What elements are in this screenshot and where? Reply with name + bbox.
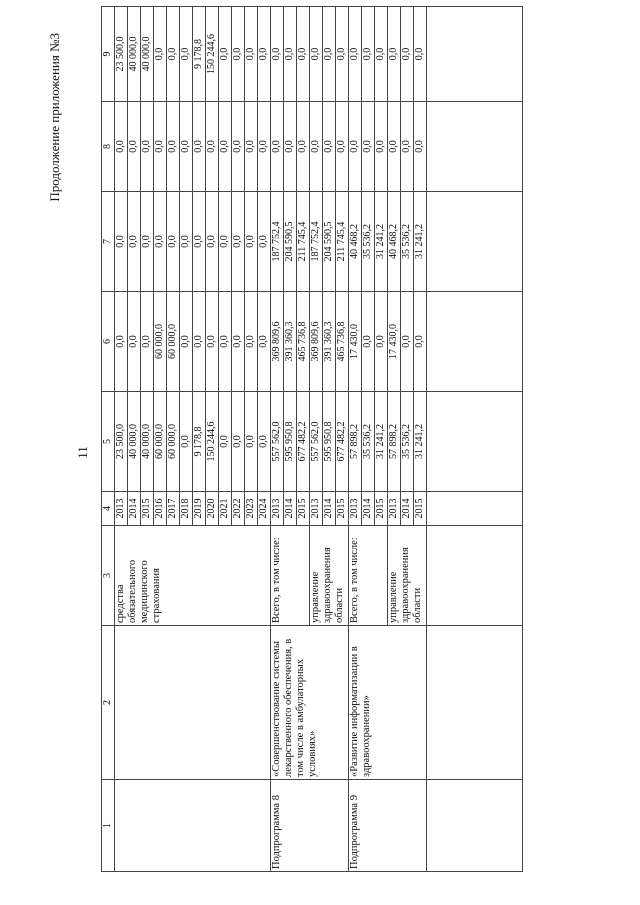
header-cell: 3 — [102, 526, 115, 626]
value-cell: 0,0 — [167, 102, 180, 192]
value-cell: 0,0 — [167, 192, 180, 292]
value-cell: 31 241,2 — [414, 192, 427, 292]
value-cell: 0,0 — [219, 192, 232, 292]
value-cell: 0,0 — [206, 102, 219, 192]
value-cell: 211 745,4 — [297, 192, 310, 292]
value-cell: 0,0 — [206, 292, 219, 392]
value-cell: 23 500,0 — [115, 7, 128, 102]
value-cell: 557 562,0 — [310, 392, 323, 492]
value-cell: 0,0 — [115, 292, 128, 392]
subprogram-name-cell: «Развитие информатизации в здравоохранении» — [349, 626, 427, 780]
value-cell: 369 809,6 — [310, 292, 323, 392]
value-cell: 0,0 — [349, 102, 362, 192]
year-cell: 2013 — [349, 492, 362, 526]
header-cell: 1 — [102, 780, 115, 872]
program-name-cell — [115, 626, 271, 780]
value-cell: 31 241,2 — [375, 392, 388, 492]
header-row — [102, 7, 115, 872]
year-cell: 2014 — [323, 492, 336, 526]
program-code-cell — [115, 780, 271, 872]
value-cell: 204 590,5 — [284, 192, 297, 292]
year-cell: 2017 — [167, 492, 180, 526]
value-cell: 0,0 — [297, 7, 310, 102]
header-cell: 7 — [102, 192, 115, 292]
value-cell: 0,0 — [310, 102, 323, 192]
header-cell: 6 — [102, 292, 115, 392]
value-cell: 35 536,2 — [362, 392, 375, 492]
value-cell: 31 241,2 — [375, 192, 388, 292]
value-cell: 0,0 — [193, 292, 206, 392]
funding-source-cell: средства обязательного медицинского страхования — [115, 526, 271, 626]
value-cell: 0,0 — [362, 292, 375, 392]
value-cell: 0,0 — [271, 7, 284, 102]
value-cell: 60 000,0 — [167, 392, 180, 492]
value-cell: 57 898,2 — [388, 392, 401, 492]
subprogram-name-cell: «Совершенствование системы лекарственного обеспечения, в том числе в амбулаторных условиях» — [271, 626, 349, 780]
value-cell: 0,0 — [219, 392, 232, 492]
total-label-cell: Всего, в том числе: — [271, 526, 310, 626]
value-cell: 0,0 — [310, 7, 323, 102]
value-cell: 0,0 — [245, 7, 258, 102]
year-cell: 2020 — [206, 492, 219, 526]
year-cell: 2022 — [232, 492, 245, 526]
value-cell: 557 562,0 — [271, 392, 284, 492]
value-cell: 0,0 — [128, 192, 141, 292]
value-cell: 40 468,2 — [388, 192, 401, 292]
value-cell: 465 736,8 — [297, 292, 310, 392]
value-cell: 0,0 — [141, 102, 154, 192]
subprogram-code-cell: Подпрограмма 8 — [271, 780, 349, 872]
value-cell: 0,0 — [414, 292, 427, 392]
value-cell: 40 000,0 — [141, 7, 154, 102]
value-cell: 60 000,0 — [154, 292, 167, 392]
value-cell: 0,0 — [245, 292, 258, 392]
year-cell: 2014 — [284, 492, 297, 526]
table-row — [271, 7, 284, 872]
value-cell: 0,0 — [180, 292, 193, 392]
value-cell: 9 178,8 — [193, 392, 206, 492]
value-cell: 0,0 — [414, 7, 427, 102]
value-cell: 677 482,2 — [297, 392, 310, 492]
value-cell: 0,0 — [284, 7, 297, 102]
value-cell: 0,0 — [232, 292, 245, 392]
value-cell: 0,0 — [323, 7, 336, 102]
year-cell: 2015 — [297, 492, 310, 526]
page-number: 11 — [75, 446, 90, 459]
year-cell: 2013 — [115, 492, 128, 526]
value-cell: 0,0 — [349, 7, 362, 102]
value-cell: 0,0 — [245, 102, 258, 192]
department-label-cell: управление здравоохранения области — [388, 526, 427, 626]
empty-cell — [427, 102, 523, 192]
value-cell: 391 360,3 — [284, 292, 297, 392]
value-cell: 0,0 — [336, 102, 349, 192]
value-cell: 0,0 — [180, 392, 193, 492]
table-body — [102, 7, 523, 872]
value-cell: 0,0 — [193, 102, 206, 192]
value-cell: 40 000,0 — [128, 392, 141, 492]
value-cell: 35 536,2 — [362, 192, 375, 292]
value-cell: 0,0 — [219, 7, 232, 102]
value-cell: 0,0 — [128, 102, 141, 192]
table-row — [349, 7, 362, 872]
value-cell: 0,0 — [141, 192, 154, 292]
value-cell: 0,0 — [258, 7, 271, 102]
value-cell: 0,0 — [219, 102, 232, 192]
value-cell: 0,0 — [401, 7, 414, 102]
value-cell: 0,0 — [206, 192, 219, 292]
header-cell: 9 — [102, 7, 115, 102]
empty-cell — [427, 392, 523, 492]
year-cell: 2021 — [219, 492, 232, 526]
value-cell: 0,0 — [258, 102, 271, 192]
funding-table — [101, 6, 523, 872]
value-cell: 211 745,4 — [336, 192, 349, 292]
value-cell: 150 244,6 — [206, 392, 219, 492]
year-cell: 2019 — [193, 492, 206, 526]
value-cell: 0,0 — [128, 292, 141, 392]
value-cell: 60 000,0 — [154, 392, 167, 492]
value-cell: 0,0 — [258, 192, 271, 292]
header-cell: 8 — [102, 102, 115, 192]
value-cell: 677 482,2 — [336, 392, 349, 492]
year-cell: 2014 — [362, 492, 375, 526]
year-cell: 2015 — [336, 492, 349, 526]
value-cell: 187 752,4 — [310, 192, 323, 292]
value-cell: 0,0 — [336, 7, 349, 102]
value-cell: 40 468,2 — [349, 192, 362, 292]
value-cell: 595 950,8 — [284, 392, 297, 492]
table-row — [427, 7, 523, 872]
appendix-caption: Продолжение приложения №3 — [47, 33, 62, 202]
year-cell: 2018 — [180, 492, 193, 526]
value-cell: 0,0 — [401, 292, 414, 392]
value-cell: 0,0 — [180, 192, 193, 292]
value-cell: 35 536,2 — [401, 192, 414, 292]
year-cell: 2016 — [154, 492, 167, 526]
empty-cell — [427, 492, 523, 526]
value-cell: 0,0 — [154, 102, 167, 192]
value-cell: 0,0 — [414, 102, 427, 192]
total-label-cell: Всего, в том числе: — [349, 526, 388, 626]
value-cell: 31 241,2 — [414, 392, 427, 492]
header-cell: 4 — [102, 492, 115, 526]
value-cell: 9 178,8 — [193, 7, 206, 102]
value-cell: 0,0 — [141, 292, 154, 392]
value-cell: 465 736,8 — [336, 292, 349, 392]
value-cell: 0,0 — [154, 7, 167, 102]
value-cell: 0,0 — [232, 192, 245, 292]
year-cell: 2015 — [375, 492, 388, 526]
value-cell: 0,0 — [180, 7, 193, 102]
year-cell: 2014 — [401, 492, 414, 526]
value-cell: 204 590,5 — [323, 192, 336, 292]
value-cell: 0,0 — [362, 7, 375, 102]
empty-cell — [427, 526, 523, 626]
value-cell: 391 360,3 — [323, 292, 336, 392]
value-cell: 35 536,2 — [401, 392, 414, 492]
value-cell: 0,0 — [375, 102, 388, 192]
value-cell: 0,0 — [219, 292, 232, 392]
header-cell: 2 — [102, 626, 115, 780]
value-cell: 150 244,6 — [206, 7, 219, 102]
subprogram-code-cell: Подпрограмма 9 — [349, 780, 427, 872]
value-cell: 0,0 — [154, 192, 167, 292]
value-cell: 0,0 — [388, 102, 401, 192]
value-cell: 187 752,4 — [271, 192, 284, 292]
value-cell: 0,0 — [401, 102, 414, 192]
value-cell: 0,0 — [180, 102, 193, 192]
year-cell: 2013 — [271, 492, 284, 526]
year-cell: 2015 — [414, 492, 427, 526]
table-row — [115, 7, 128, 872]
year-cell: 2024 — [258, 492, 271, 526]
value-cell: 17 430,0 — [349, 292, 362, 392]
value-cell: 0,0 — [375, 7, 388, 102]
year-cell: 2015 — [141, 492, 154, 526]
value-cell: 0,0 — [375, 292, 388, 392]
value-cell: 0,0 — [258, 392, 271, 492]
value-cell: 0,0 — [115, 102, 128, 192]
value-cell: 0,0 — [232, 102, 245, 192]
empty-cell — [427, 7, 523, 102]
value-cell: 17 430,0 — [388, 292, 401, 392]
value-cell: 595 950,8 — [323, 392, 336, 492]
year-cell: 2013 — [388, 492, 401, 526]
value-cell: 0,0 — [167, 7, 180, 102]
value-cell: 0,0 — [258, 292, 271, 392]
header-cell: 5 — [102, 392, 115, 492]
value-cell: 0,0 — [115, 192, 128, 292]
value-cell: 40 000,0 — [141, 392, 154, 492]
value-cell: 0,0 — [232, 392, 245, 492]
value-cell: 40 000,0 — [128, 7, 141, 102]
value-cell: 0,0 — [271, 102, 284, 192]
empty-cell — [427, 780, 523, 872]
value-cell: 0,0 — [323, 102, 336, 192]
empty-cell — [427, 626, 523, 780]
value-cell: 0,0 — [245, 192, 258, 292]
value-cell: 369 809,6 — [271, 292, 284, 392]
value-cell: 0,0 — [245, 392, 258, 492]
value-cell: 0,0 — [284, 102, 297, 192]
year-cell: 2013 — [310, 492, 323, 526]
department-label-cell: управление здравоохранения области — [310, 526, 349, 626]
value-cell: 0,0 — [232, 7, 245, 102]
empty-cell — [427, 192, 523, 292]
value-cell: 23 500,0 — [115, 392, 128, 492]
year-cell: 2014 — [128, 492, 141, 526]
value-cell: 0,0 — [362, 102, 375, 192]
value-cell: 0,0 — [297, 102, 310, 192]
value-cell: 0,0 — [193, 192, 206, 292]
value-cell: 60 000,0 — [167, 292, 180, 392]
year-cell: 2023 — [245, 492, 258, 526]
value-cell: 0,0 — [388, 7, 401, 102]
value-cell: 57 898,2 — [349, 392, 362, 492]
empty-cell — [427, 292, 523, 392]
